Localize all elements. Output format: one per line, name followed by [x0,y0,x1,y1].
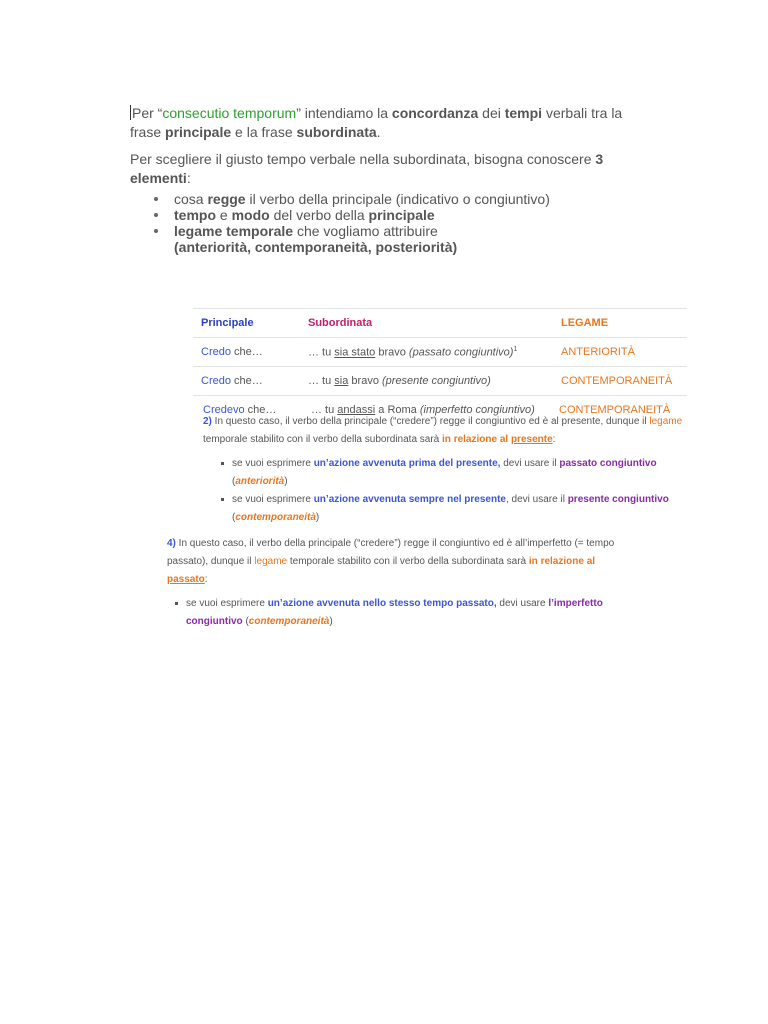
note-2-paragraph: 2) In questo caso, il verbo della principale (“credere”) regge il congiuntivo ed è al presente, dunque il legame temporale stabilito con il verbo della subordinata sarà in relazione al presente: [203,416,683,445]
list-item: legame temporale che vogliamo attribuire (anteriorità, contemporaneità, posteriorità) [152,223,652,255]
intro-paragraph-2: Per scegliere il giusto tempo verbale nella subordinata, bisogna conoscere 3 elementi: [130,151,604,186]
text-cursor [130,105,131,120]
cell-legame: CONTEMPORANEITÀ [561,375,673,387]
term-consecutio-temporum: consecutio temporum [162,105,297,121]
cell-principale: Credevo che… [203,404,277,416]
note-4-list [170,595,650,631]
header-principale: Principale [201,317,254,329]
list-item: se vuoi esprimere un’azione avvenuta prima del presente, devi usare il passato congiuntivo (anteriorità) [216,455,695,491]
intro-section [130,104,650,188]
cell-subordinata: … tu sia bravo (presente congiuntivo) [308,375,491,387]
cell-principale: Credo che… [201,375,263,387]
note-2-list [216,455,695,527]
note-2 [203,413,695,527]
note-4-paragraph: 4) In questo caso, il verbo della principale (“credere”) regge il congiuntivo ed è all’imperfetto (= tempo passato), dunque il legame temporale stabilito con il verbo della subordinata sarà in relazione al passato: [167,538,615,585]
cell-subordinata: … tu sia stato bravo (passato congiuntivo)$^1$ [308,346,518,359]
elements-list [152,191,652,255]
cell-legame: ANTERIORITÀ [561,346,635,358]
cell-legame: CONTEMPORANEITÀ [559,404,671,416]
consecutio-table [193,308,687,424]
intro-paragraph-1: Per “consecutio temporum” intendiamo la concordanza dei tempi verbali tra la frase principale e la frase subordinata. [130,105,623,140]
list-item: cosa regge il verbo della principale (indicativo o congiuntivo) [152,191,652,207]
header-legame: LEGAME [561,317,609,329]
cell-subordinata: … tu andassi a Roma (imperfetto congiuntivo) [311,404,535,416]
header-subordinata: Subordinata [308,317,373,329]
list-item: tempo e modo del verbo della principale [152,207,652,223]
cell-principale: Credo che… [201,346,263,358]
list-item: se vuoi esprimere un’azione avvenuta nello stesso tempo passato, devi usare l’imperfetto congiuntivo (contemporaneità) [170,595,650,631]
footnote-marker: 1 [513,346,518,353]
note-4 [167,535,627,631]
table-row [193,338,687,367]
table-row [193,367,687,396]
list-item: se vuoi esprimere un’azione avvenuta sempre nel presente, devi usare il presente congiuntivo (contemporaneità) [216,491,695,527]
table-header-row [193,308,687,338]
